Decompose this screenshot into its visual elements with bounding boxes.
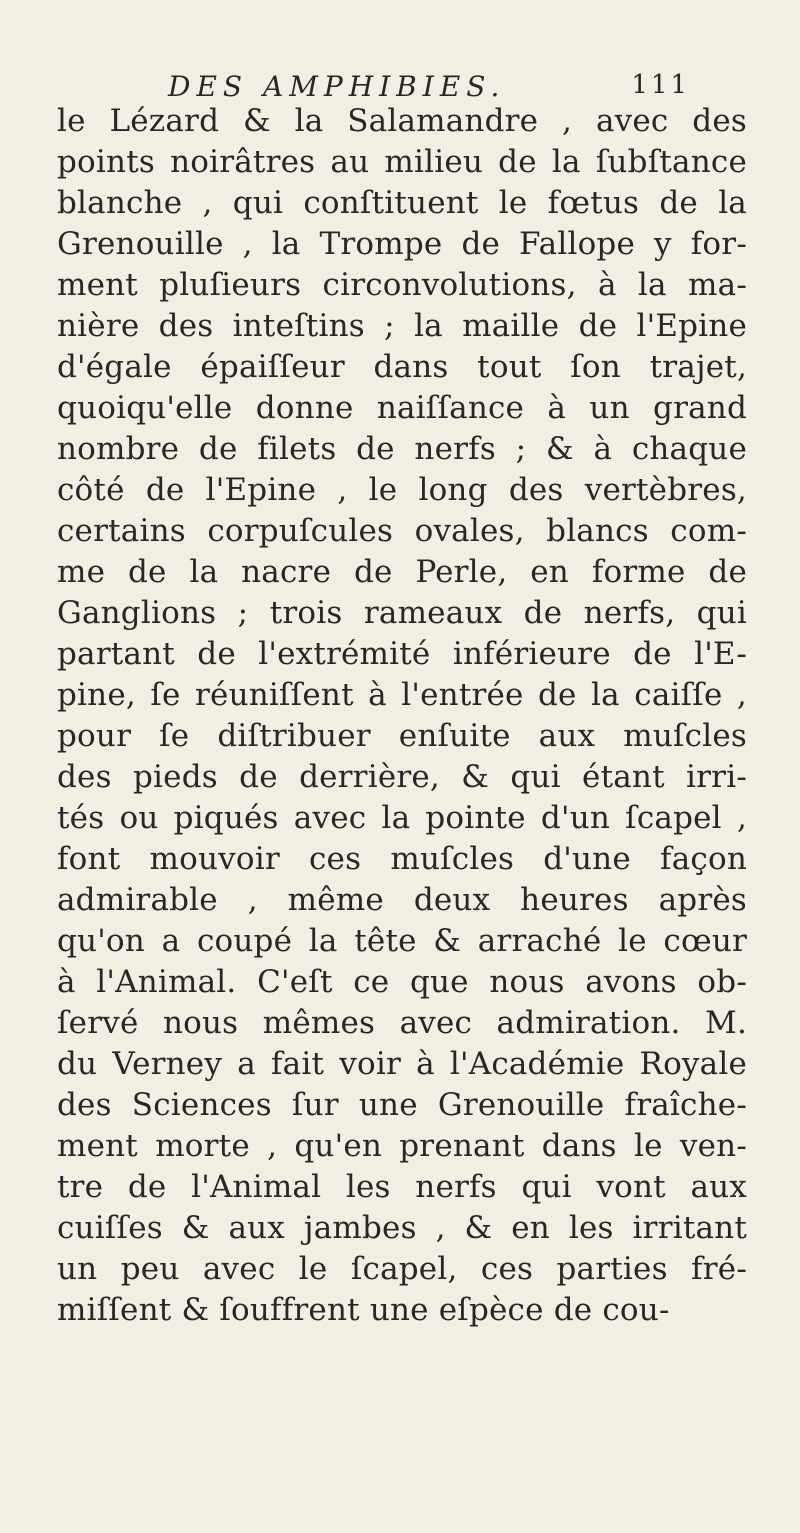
text-line: du Verney a fait voir à l'Académie Royale xyxy=(57,1046,747,1082)
text-line: des pieds de derrière, & qui étant irri- xyxy=(57,759,747,795)
text-line: points noirâtres au milieu de la ſubſtance xyxy=(57,144,747,180)
text-line: Ganglions ; trois rameaux de nerfs, qui xyxy=(57,595,747,631)
text-line: à l'Animal. C'eſt ce que nous avons ob- xyxy=(57,964,747,1000)
text-line: partant de l'extrémité inférieure de l'E- xyxy=(57,636,747,672)
text-line: qu'on a coupé la tête & arraché le cœur xyxy=(57,923,747,959)
text-line: ment pluſieurs circonvolutions, à la ma- xyxy=(57,267,747,303)
text-line: miſſent & ſouffrent une eſpèce de cou- xyxy=(57,1292,670,1328)
body-text xyxy=(57,101,747,1331)
text-line: des Sciences ſur une Grenouille fraîche- xyxy=(57,1087,747,1123)
text-line: font mouvoir ces muſcles d'une façon xyxy=(57,841,747,877)
text-line: cuiſſes & aux jambes , & en les irritant xyxy=(57,1210,747,1246)
text-line: me de la nacre de Perle, en forme de xyxy=(57,554,747,590)
page-number: 111 xyxy=(631,70,690,100)
text-line: tés ou piqués avec la pointe d'un ſcapel , xyxy=(57,800,747,836)
text-line: nombre de filets de nerfs ; & à chaque xyxy=(57,431,747,467)
text-line: pour ſe diſtribuer enſuite aux muſcles xyxy=(57,718,747,754)
text-line: ment morte , qu'en prenant dans le ven- xyxy=(57,1128,747,1164)
text-line: admirable , même deux heures après xyxy=(57,882,747,918)
text-line: tre de l'Animal les nerfs qui vont aux xyxy=(57,1169,747,1205)
text-line: ſervé nous mêmes avec admiration. M. xyxy=(57,1005,747,1041)
text-line: quoiqu'elle donne naiſſance à un grand xyxy=(57,390,747,426)
text-line: certains corpuſcules ovales, blancs com- xyxy=(57,513,747,549)
text-line: d'égale épaiſſeur dans tout ſon trajet, xyxy=(57,349,747,385)
text-line: un peu avec le ſcapel, ces parties fré- xyxy=(57,1251,747,1287)
running-title: DES AMPHIBIES. xyxy=(168,70,506,103)
text-line: blanche , qui conſtituent le fœtus de la xyxy=(57,185,747,221)
text-line: Grenouille , la Trompe de Fallope y for- xyxy=(57,226,747,262)
text-line: le Lézard & la Salamandre , avec des xyxy=(57,103,747,139)
text-line: nière des inteſtins ; la maille de l'Epine xyxy=(57,308,747,344)
text-line: côté de l'Epine , le long des vertèbres, xyxy=(57,472,747,508)
text-line: pine, ſe réuniſſent à l'entrée de la caiſſe , xyxy=(57,677,747,713)
